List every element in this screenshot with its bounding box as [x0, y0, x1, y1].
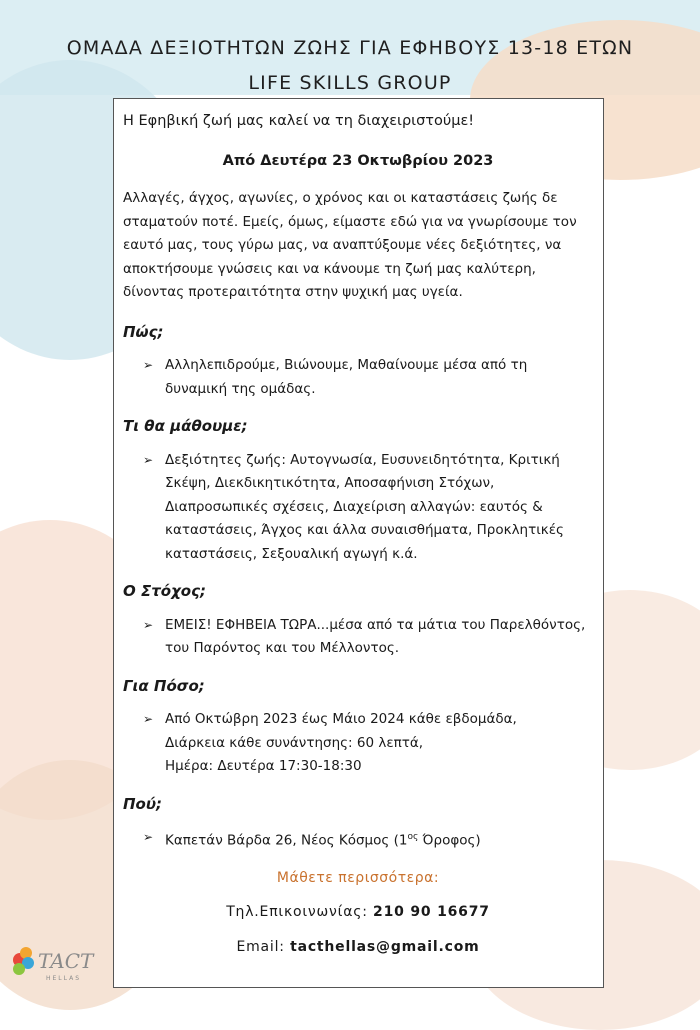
arrow-right-icon: ➢ — [143, 712, 154, 726]
duration-period: Από Οκτώβρη 2023 έως Μάιο 2024 κάθε εβδομάδα, — [165, 711, 517, 727]
page-subtitle: LIFE SKILLS GROUP — [248, 72, 452, 94]
list-item — [123, 449, 593, 567]
email-line — [123, 936, 593, 960]
duration-day-time: Ημέρα: Δευτέρα 17:30-18:30 — [165, 758, 362, 774]
logo-subtext: HELLAS — [46, 975, 82, 982]
arrow-right-icon: ➢ — [143, 358, 154, 372]
learn-more-label: Μάθετε περισσότερα: — [276, 870, 440, 886]
intro-paragraph: Αλλαγές, άγχος, αγωνίες, ο χρόνος και οι καταστάσεις ζωής δε σταματούν ποτέ. Εμείς, όμως, είμαστε εδώ για να γνωρίσουμε τον εαυτό μας, τους γύρω μας, να αναπτύξουμε νέες δεξιότητες, να αποκτήσουμε γνώσεις και να κάνουμε τη ζωή μας καλύτερη, δίνοντας προτεραιτότητα στην ψυχική μας υγεία. — [123, 190, 577, 300]
page-title: ΟΜΑΔΑ ΔΕΞΙΟΤΗΤΩΝ ΖΩΗΣ ΓΙΑ ΕΦΗΒΟΥΣ 13-18 ΕΤΩΝ — [66, 37, 634, 59]
content-body — [123, 110, 593, 972]
logo-dot-orange — [20, 947, 32, 959]
intro-hook: Η Εφηβική ζωή μας καλεί να τη διαχειριστούμε! — [123, 113, 475, 129]
section-heading-how: Πώς; — [123, 322, 164, 341]
arrow-right-icon: ➢ — [143, 452, 154, 467]
address-superscript: ος — [407, 832, 419, 842]
bullet-text: Αλληλεπιδρούμε, Βιώνουμε, Μαθαίνουμε μέσα από τη δυναμική της ομάδας. — [165, 357, 528, 397]
section-heading-duration: Για Πόσο; — [123, 676, 205, 695]
tact-logo-graphic — [6, 938, 101, 988]
email-address[interactable]: tacthellas@gmail.com — [290, 939, 480, 955]
phone-label: Τηλ.Επικοινωνίας: — [226, 903, 368, 920]
start-date: Από Δευτέρα 23 Οκτωβρίου 2023 — [222, 152, 494, 169]
list-item — [123, 614, 593, 661]
list-item — [123, 354, 593, 401]
phone-line — [123, 901, 593, 925]
address-main: Καπετάν Βάρδα 26, Νέος Κόσμος (1 — [165, 832, 408, 849]
phone-number[interactable]: 210 90 16677 — [373, 903, 490, 920]
bullet-text: Δεξιότητες ζωής: Αυτογνωσία, Ευσυνειδητότητα, Κριτική Σκέψη, Διεκδικητικότητα, Αποσαφήνιση Στόχων, Διαπροσωπικές σχέσεις, Διαχείριση αλλαγών: εαυτός & καταστάσεις, Άγχος και άλλα συναισθήματα, Προκλητικές καταστάσεις, Σεξουαλική αγωγή κ.ά. — [165, 451, 564, 562]
list-item — [123, 826, 593, 853]
arrow-right-icon: ➢ — [143, 830, 154, 844]
email-label: Email: — [236, 939, 285, 955]
arrow-right-icon: ➢ — [143, 617, 154, 632]
bullet-text: ΕΜΕΙΣ! ΕΦΗΒΕΙΑ ΤΩΡΑ...μέσα από τα μάτια του Παρελθόντος, του Παρόντος και του Μέλλοντος. — [165, 616, 586, 656]
section-heading-learn: Τι θα μάθουμε; — [123, 417, 248, 435]
logo-dot-green — [13, 963, 25, 975]
tact-logo — [6, 938, 101, 988]
section-heading-goal: Ο Στόχος; — [123, 582, 206, 600]
section-heading-where: Πού; — [123, 794, 162, 813]
list-item — [123, 708, 593, 779]
address-end: Όροφος) — [418, 832, 481, 849]
duration-length: Διάρκεια κάθε συνάντησης: 60 λεπτά, — [165, 734, 424, 751]
logo-text: TACT — [38, 949, 94, 973]
